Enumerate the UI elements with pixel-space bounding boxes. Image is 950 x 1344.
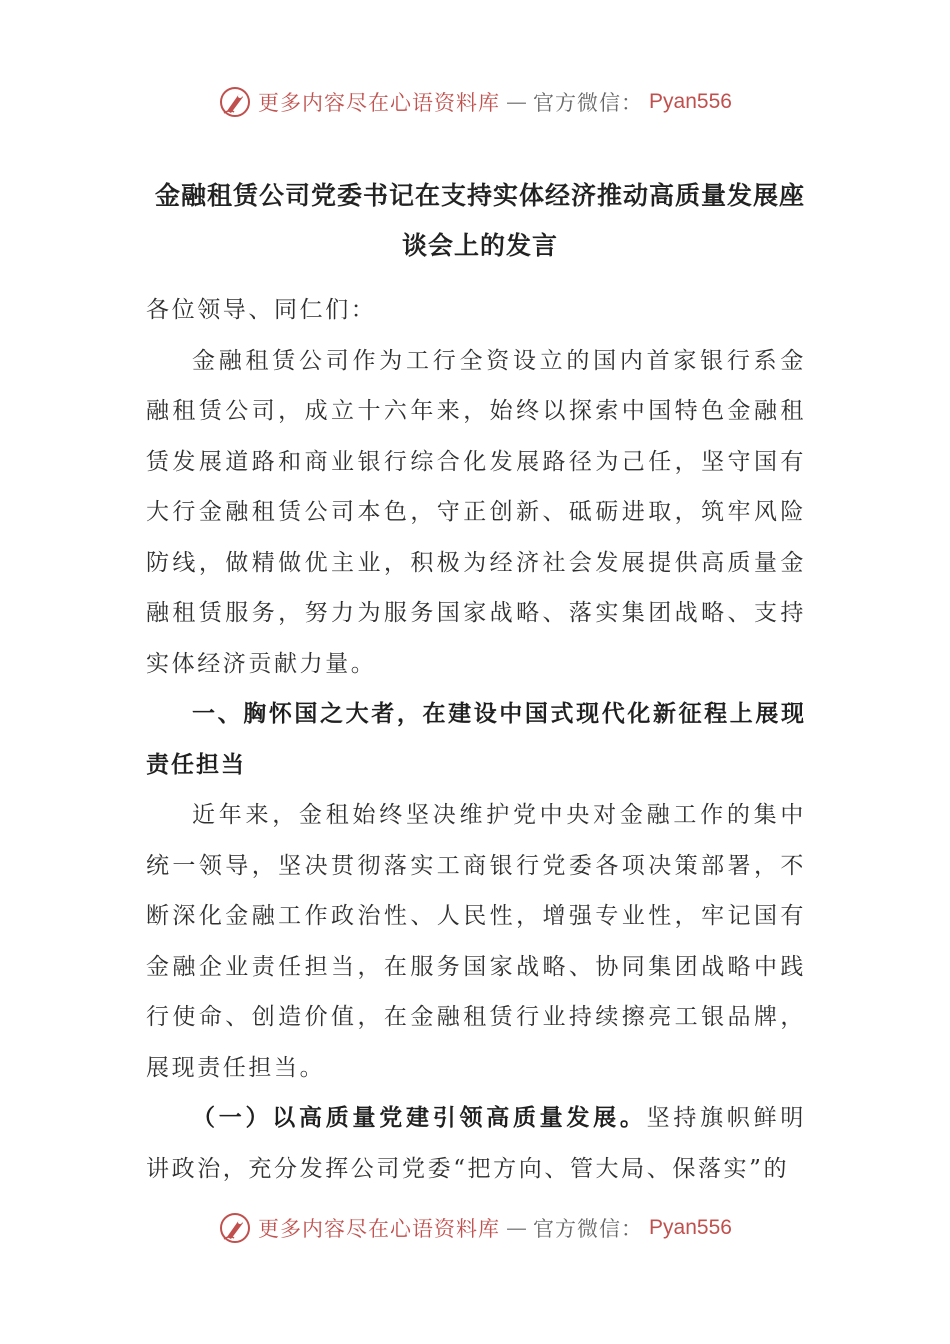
watermark-wechat-id: Pyan556: [649, 90, 732, 113]
watermark-banner-top: [0, 82, 950, 122]
watermark-text: 更多内容尽在心语资料库: [258, 1217, 501, 1241]
pen-nib-icon: [218, 1211, 252, 1245]
intro-paragraph: 金融租赁公司作为工行全资设立的国内首家银行系金融租赁公司，成立十六年来，始终以探索中国特色金融租赁发展道路和商业银行综合化发展路径为己任，坚守国有大行金融租赁公司本色，守正创新、砥砺进取，筑牢风险防线，做精做优主业，积极为经济社会发展提供高质量金融租赁服务，努力为服务国家战略、落实集团战略、支持实体经济贡献力量。: [146, 347, 806, 677]
subsection1-body: 坚持旗帜鲜明讲政治，充分发挥公司党委“把方向、管大局、保落实”的: [146, 1105, 806, 1182]
document-title-line2: 谈会上的发言: [401, 231, 558, 260]
greeting: 各位领导、同仁们：: [146, 297, 377, 323]
subsection1-paragraph: [146, 1093, 806, 1194]
watermark-text: 更多内容尽在心语资料库: [258, 91, 501, 115]
subsection1-heading: （一）以高质量党建引领高质量发展。: [192, 1104, 647, 1131]
section1-heading: 一、胸怀国之大者，在建设中国式现代化新征程上展现责任担当: [146, 700, 806, 778]
pen-nib-icon: [218, 85, 252, 119]
document-title-line1: 金融租赁公司党委书记在支持实体经济推动高质量发展座: [154, 181, 805, 210]
section1-paragraph: 近年来，金租始终坚决维护党中央对金融工作的集中统一领导，坚决贯彻落实工商银行党委各项决策部署，不断深化金融工作政治性、人民性，增强专业性，牢记国有金融企业责任担当，在服务国家战略、协同集团战略中践行使命、创造价值，在金融租赁行业持续擦亮工银品牌，展现责任担当。: [146, 802, 806, 1081]
watermark-wechat-id: Pyan556: [649, 1216, 732, 1239]
document-body: [146, 285, 806, 1194]
watermark-separator: —: [506, 90, 528, 114]
watermark-banner-bottom: [0, 1208, 950, 1248]
watermark-separator: —: [506, 1216, 528, 1240]
watermark-official-label: 官方微信：: [533, 1217, 644, 1241]
watermark-official-label: 官方微信：: [533, 91, 644, 115]
